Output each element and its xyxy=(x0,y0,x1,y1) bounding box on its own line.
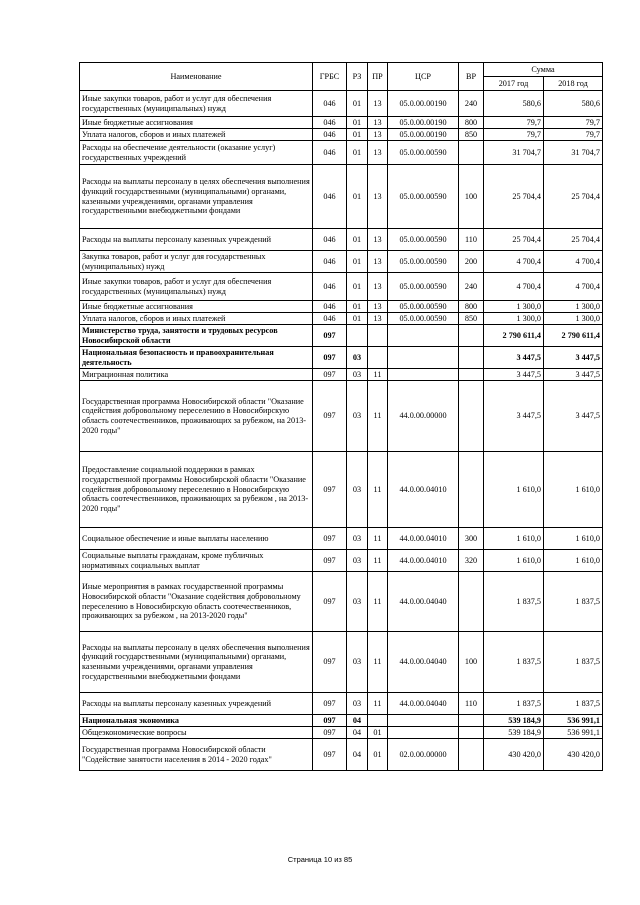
row-name: Предоставление социальной поддержки в рамках государственной программы Новосибирской области "Оказание содействия добровольному переселению в Новосибирскую область соотечественников, проживающих за рубежом , на 2013-2020 годы" xyxy=(80,452,313,528)
row-pr: 01 xyxy=(368,739,388,771)
header-pr: ПР xyxy=(368,63,388,91)
row-grbs: 097 xyxy=(313,347,347,369)
row-vr: 110 xyxy=(459,229,484,251)
row-grbs: 097 xyxy=(313,528,347,550)
table-row xyxy=(80,229,603,251)
row-vr xyxy=(459,572,484,632)
row-grbs: 046 xyxy=(313,91,347,117)
row-sum-2018: 3 447,5 xyxy=(544,381,603,452)
row-rz: 01 xyxy=(347,129,368,141)
row-csr xyxy=(388,369,459,381)
row-rz: 01 xyxy=(347,91,368,117)
row-vr xyxy=(459,325,484,347)
table-row xyxy=(80,165,603,229)
row-sum-2018: 1 610,0 xyxy=(544,550,603,572)
row-pr: 13 xyxy=(368,251,388,273)
row-pr: 13 xyxy=(368,165,388,229)
row-grbs: 046 xyxy=(313,273,347,301)
row-name: Национальная экономика xyxy=(80,715,313,727)
row-pr: 11 xyxy=(368,452,388,528)
row-name: Закупка товаров, работ и услуг для государственных (муниципальных) нужд xyxy=(80,251,313,273)
header-year-2018: 2018 год xyxy=(544,77,603,91)
row-sum-2017: 4 700,4 xyxy=(484,273,544,301)
row-csr xyxy=(388,727,459,739)
row-rz: 04 xyxy=(347,715,368,727)
row-name: Расходы на выплаты персоналу казенных учреждений xyxy=(80,229,313,251)
row-pr: 13 xyxy=(368,273,388,301)
row-pr: 11 xyxy=(368,632,388,693)
row-name: Государственная программа Новосибирской области "Оказание содействия добровольному переселению в Новосибирскую область соотечественников, проживающих за рубежом, на 2013-2020 годы" xyxy=(80,381,313,452)
row-pr xyxy=(368,325,388,347)
row-pr: 11 xyxy=(368,369,388,381)
row-csr: 44.0.00.04040 xyxy=(388,632,459,693)
row-pr: 11 xyxy=(368,693,388,715)
row-rz: 03 xyxy=(347,381,368,452)
row-name: Иные бюджетные ассигнования xyxy=(80,117,313,129)
row-vr xyxy=(459,739,484,771)
row-grbs: 097 xyxy=(313,715,347,727)
row-pr: 01 xyxy=(368,727,388,739)
header-rz: РЗ xyxy=(347,63,368,91)
row-sum-2017: 31 704,7 xyxy=(484,141,544,165)
row-rz: 01 xyxy=(347,313,368,325)
row-vr xyxy=(459,369,484,381)
row-vr: 240 xyxy=(459,91,484,117)
row-pr: 13 xyxy=(368,129,388,141)
header-grbs: ГРБС xyxy=(313,63,347,91)
row-csr: 05.0.00.00590 xyxy=(388,301,459,313)
row-sum-2017: 2 790 611,4 xyxy=(484,325,544,347)
row-sum-2018: 31 704,7 xyxy=(544,141,603,165)
row-grbs: 097 xyxy=(313,550,347,572)
row-sum-2017: 3 447,5 xyxy=(484,347,544,369)
table-row xyxy=(80,117,603,129)
row-vr: 800 xyxy=(459,117,484,129)
row-name: Социальные выплаты гражданам, кроме публичных нормативных социальных выплат xyxy=(80,550,313,572)
row-rz: 01 xyxy=(347,165,368,229)
header-name: Наименование xyxy=(80,63,313,91)
row-sum-2018: 2 790 611,4 xyxy=(544,325,603,347)
table-row xyxy=(80,528,603,550)
row-name: Министерство труда, занятости и трудовых ресурсов Новосибирской области xyxy=(80,325,313,347)
row-pr: 13 xyxy=(368,313,388,325)
row-sum-2018: 3 447,5 xyxy=(544,347,603,369)
row-vr: 100 xyxy=(459,632,484,693)
row-csr: 05.0.00.00590 xyxy=(388,165,459,229)
row-name: Иные закупки товаров, работ и услуг для обеспечения государственных (муниципальных) нужд xyxy=(80,91,313,117)
row-grbs: 097 xyxy=(313,572,347,632)
row-sum-2018: 79,7 xyxy=(544,117,603,129)
row-name: Расходы на выплаты персоналу в целях обеспечения выполнения функций государственными (муниципальными) органами, казенными учреждениями, органами управления государственными внебюджетными фондами xyxy=(80,632,313,693)
row-csr: 02.0.00.00000 xyxy=(388,739,459,771)
table-row xyxy=(80,369,603,381)
row-csr: 05.0.00.00190 xyxy=(388,91,459,117)
table-row xyxy=(80,632,603,693)
row-csr: 44.0.00.04010 xyxy=(388,452,459,528)
row-name: Общеэкономические вопросы xyxy=(80,727,313,739)
row-rz: 03 xyxy=(347,528,368,550)
table-row xyxy=(80,739,603,771)
row-vr: 100 xyxy=(459,165,484,229)
row-csr xyxy=(388,325,459,347)
row-grbs: 097 xyxy=(313,369,347,381)
row-vr: 850 xyxy=(459,313,484,325)
row-sum-2018: 1 837,5 xyxy=(544,693,603,715)
row-pr: 11 xyxy=(368,572,388,632)
row-sum-2017: 3 447,5 xyxy=(484,381,544,452)
header-year-2017: 2017 год xyxy=(484,77,544,91)
row-vr xyxy=(459,452,484,528)
row-sum-2017: 79,7 xyxy=(484,117,544,129)
row-sum-2018: 25 704,4 xyxy=(544,165,603,229)
row-csr: 05.0.00.00590 xyxy=(388,141,459,165)
row-name: Иные мероприятия в рамках государственной программы Новосибирской области "Оказание содействия добровольному переселению в Новосибирскую область соотечественников, проживающих за рубежом , на 2013-2020 годы" xyxy=(80,572,313,632)
row-rz: 01 xyxy=(347,273,368,301)
header-vr: ВР xyxy=(459,63,484,91)
row-sum-2018: 1 610,0 xyxy=(544,528,603,550)
row-sum-2017: 539 184,9 xyxy=(484,715,544,727)
row-csr: 05.0.00.00590 xyxy=(388,313,459,325)
row-sum-2018: 1 837,5 xyxy=(544,572,603,632)
row-vr: 110 xyxy=(459,693,484,715)
row-sum-2017: 1 610,0 xyxy=(484,452,544,528)
row-pr: 13 xyxy=(368,117,388,129)
row-rz: 03 xyxy=(347,369,368,381)
row-pr: 13 xyxy=(368,141,388,165)
row-sum-2017: 1 610,0 xyxy=(484,528,544,550)
row-pr: 13 xyxy=(368,301,388,313)
row-sum-2018: 3 447,5 xyxy=(544,369,603,381)
row-rz: 01 xyxy=(347,301,368,313)
row-grbs: 097 xyxy=(313,727,347,739)
row-grbs: 097 xyxy=(313,452,347,528)
row-csr: 44.0.00.04010 xyxy=(388,528,459,550)
row-grbs: 097 xyxy=(313,632,347,693)
table-row xyxy=(80,347,603,369)
row-sum-2017: 1 300,0 xyxy=(484,313,544,325)
header-csr: ЦСР xyxy=(388,63,459,91)
row-vr: 240 xyxy=(459,273,484,301)
row-csr: 44.0.00.04010 xyxy=(388,550,459,572)
row-sum-2018: 430 420,0 xyxy=(544,739,603,771)
table-row xyxy=(80,129,603,141)
row-grbs: 097 xyxy=(313,693,347,715)
row-sum-2017: 539 184,9 xyxy=(484,727,544,739)
row-grbs: 046 xyxy=(313,229,347,251)
row-sum-2018: 1 300,0 xyxy=(544,301,603,313)
row-grbs: 046 xyxy=(313,141,347,165)
row-rz: 01 xyxy=(347,117,368,129)
table-row xyxy=(80,313,603,325)
table-row xyxy=(80,550,603,572)
row-name: Расходы на выплаты персоналу казенных учреждений xyxy=(80,693,313,715)
row-sum-2018: 79,7 xyxy=(544,129,603,141)
row-rz: 03 xyxy=(347,693,368,715)
row-rz: 01 xyxy=(347,251,368,273)
row-rz: 04 xyxy=(347,739,368,771)
row-sum-2018: 1 300,0 xyxy=(544,313,603,325)
row-pr: 11 xyxy=(368,550,388,572)
row-name: Иные бюджетные ассигнования xyxy=(80,301,313,313)
row-vr: 200 xyxy=(459,251,484,273)
row-sum-2017: 1 837,5 xyxy=(484,632,544,693)
row-rz: 01 xyxy=(347,229,368,251)
table-row xyxy=(80,251,603,273)
table-row xyxy=(80,325,603,347)
row-sum-2018: 536 991,1 xyxy=(544,715,603,727)
row-csr: 44.0.00.04040 xyxy=(388,693,459,715)
row-name: Государственная программа Новосибирской области "Содействие занятости населения в 2014 - 2020 годах" xyxy=(80,739,313,771)
table-row xyxy=(80,273,603,301)
row-vr: 800 xyxy=(459,301,484,313)
row-vr xyxy=(459,381,484,452)
row-csr: 05.0.00.00590 xyxy=(388,273,459,301)
row-rz: 01 xyxy=(347,141,368,165)
row-name: Уплата налогов, сборов и иных платежей xyxy=(80,313,313,325)
row-rz: 03 xyxy=(347,550,368,572)
row-pr: 13 xyxy=(368,229,388,251)
row-grbs: 046 xyxy=(313,313,347,325)
table-row xyxy=(80,381,603,452)
row-sum-2017: 25 704,4 xyxy=(484,165,544,229)
row-grbs: 046 xyxy=(313,251,347,273)
row-grbs: 097 xyxy=(313,739,347,771)
row-grbs: 046 xyxy=(313,117,347,129)
table-row xyxy=(80,693,603,715)
row-sum-2018: 1 610,0 xyxy=(544,452,603,528)
row-grbs: 046 xyxy=(313,301,347,313)
row-grbs: 097 xyxy=(313,381,347,452)
row-sum-2018: 580,6 xyxy=(544,91,603,117)
row-rz: 03 xyxy=(347,347,368,369)
row-pr xyxy=(368,347,388,369)
row-sum-2018: 1 837,5 xyxy=(544,632,603,693)
table-row xyxy=(80,715,603,727)
row-csr: 05.0.00.00190 xyxy=(388,129,459,141)
row-sum-2018: 536 991,1 xyxy=(544,727,603,739)
row-name: Расходы на выплаты персоналу в целях обеспечения выполнения функций государственными (муниципальными) органами, казенными учреждениями, органами управления государственными внебюджетными фондами xyxy=(80,165,313,229)
row-rz: 03 xyxy=(347,632,368,693)
table-row xyxy=(80,727,603,739)
row-sum-2017: 1 837,5 xyxy=(484,572,544,632)
row-pr xyxy=(368,715,388,727)
row-sum-2018: 25 704,4 xyxy=(544,229,603,251)
row-sum-2017: 25 704,4 xyxy=(484,229,544,251)
row-name: Расходы на обеспечение деятельности (оказание услуг) государственных учреждений xyxy=(80,141,313,165)
table-body xyxy=(80,91,603,771)
row-rz xyxy=(347,325,368,347)
row-sum-2017: 580,6 xyxy=(484,91,544,117)
row-sum-2017: 1 837,5 xyxy=(484,693,544,715)
header-row xyxy=(80,63,603,77)
row-vr xyxy=(459,347,484,369)
budget-table xyxy=(79,62,603,771)
row-rz: 04 xyxy=(347,727,368,739)
row-vr xyxy=(459,715,484,727)
row-name: Миграционная политика xyxy=(80,369,313,381)
row-sum-2017: 79,7 xyxy=(484,129,544,141)
row-sum-2017: 4 700,4 xyxy=(484,251,544,273)
table-row xyxy=(80,91,603,117)
table-row xyxy=(80,141,603,165)
row-csr: 05.0.00.00590 xyxy=(388,251,459,273)
row-name: Национальная безопасность и правоохранительная деятельность xyxy=(80,347,313,369)
row-csr xyxy=(388,715,459,727)
row-grbs: 046 xyxy=(313,129,347,141)
table-row xyxy=(80,452,603,528)
row-vr xyxy=(459,141,484,165)
page-footer: Страница 10 из 85 xyxy=(287,855,353,864)
row-sum-2018: 4 700,4 xyxy=(544,251,603,273)
row-grbs: 046 xyxy=(313,165,347,229)
row-name: Иные закупки товаров, работ и услуг для обеспечения государственных (муниципальных) нужд xyxy=(80,273,313,301)
row-pr: 11 xyxy=(368,528,388,550)
row-sum-2018: 4 700,4 xyxy=(544,273,603,301)
row-csr: 05.0.00.00190 xyxy=(388,117,459,129)
header-sum: Сумма xyxy=(484,63,603,77)
row-vr xyxy=(459,727,484,739)
row-csr: 44.0.00.00000 xyxy=(388,381,459,452)
row-sum-2017: 1 610,0 xyxy=(484,550,544,572)
row-name: Уплата налогов, сборов и иных платежей xyxy=(80,129,313,141)
row-pr: 13 xyxy=(368,91,388,117)
row-name: Социальное обеспечение и иные выплаты населению xyxy=(80,528,313,550)
row-rz: 03 xyxy=(347,572,368,632)
row-rz: 03 xyxy=(347,452,368,528)
row-csr: 05.0.00.00590 xyxy=(388,229,459,251)
row-vr: 850 xyxy=(459,129,484,141)
row-sum-2017: 430 420,0 xyxy=(484,739,544,771)
row-vr: 320 xyxy=(459,550,484,572)
row-vr: 300 xyxy=(459,528,484,550)
row-csr: 44.0.00.04040 xyxy=(388,572,459,632)
row-sum-2017: 1 300,0 xyxy=(484,301,544,313)
row-sum-2017: 3 447,5 xyxy=(484,369,544,381)
row-pr: 11 xyxy=(368,381,388,452)
table-row xyxy=(80,301,603,313)
row-grbs: 097 xyxy=(313,325,347,347)
table-row xyxy=(80,572,603,632)
row-csr xyxy=(388,347,459,369)
